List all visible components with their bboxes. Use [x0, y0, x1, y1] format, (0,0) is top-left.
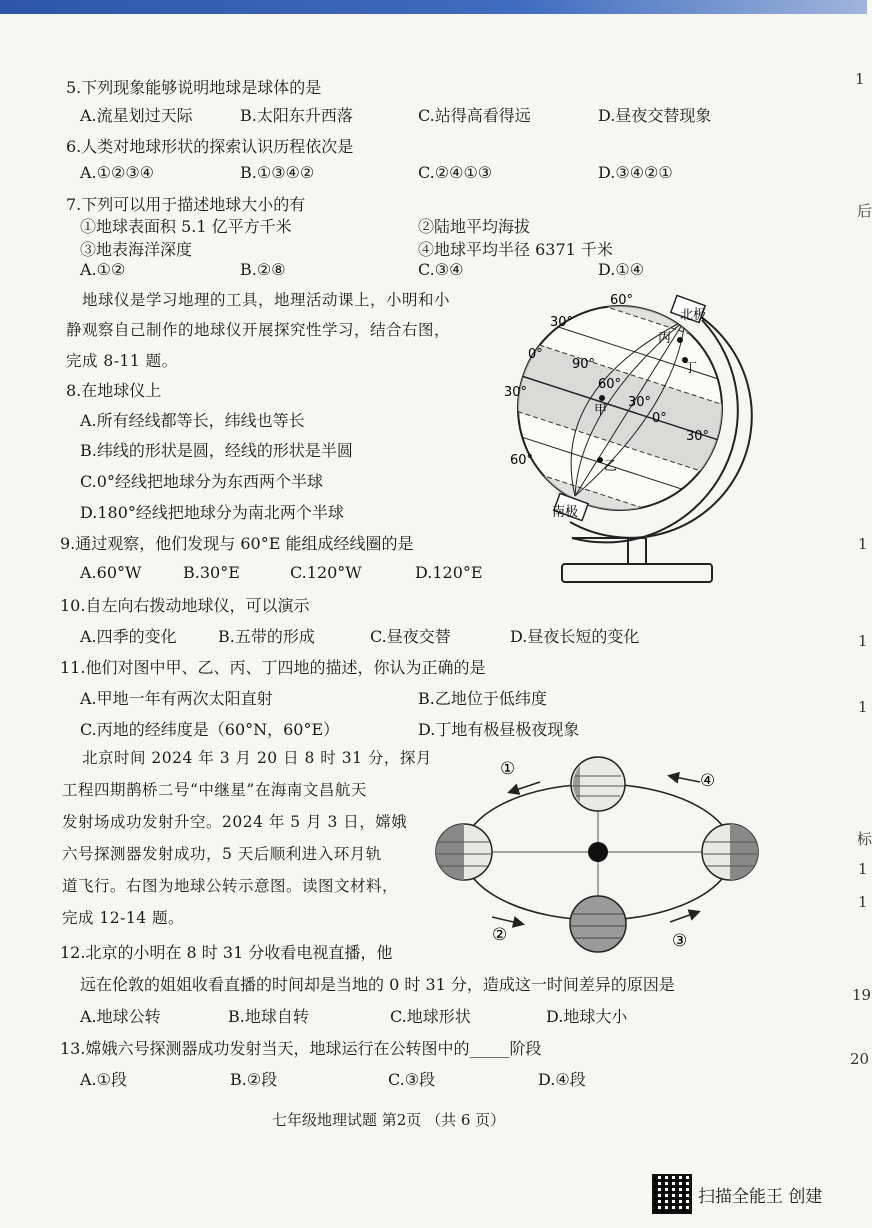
q8-option-c: C.0°经线把地球分为东西两个半球: [80, 472, 323, 491]
q10-option-c: C.昼夜交替: [370, 627, 451, 646]
margin-mark: 1: [858, 632, 868, 650]
q6-option-b: B.①③④②: [240, 163, 315, 182]
q10-stem: 10.自左向右拨动地球仪，可以演示: [60, 596, 310, 615]
orbit-segment-3-label: ③: [672, 931, 688, 951]
q5-option-d: D.昼夜交替现象: [598, 106, 712, 125]
passage2-line1: 北京时间 2024 年 3 月 20 日 8 时 31 分，探月: [82, 749, 432, 767]
page-footer: 七年级地理试题 第2页 （共 6 页）: [272, 1111, 506, 1129]
sun-icon: [588, 842, 608, 862]
south-pole-label: 南极: [552, 505, 579, 520]
globe-diagram: [490, 290, 730, 590]
q10-option-a: A.四季的变化: [80, 627, 177, 646]
margin-mark: 后: [857, 202, 872, 220]
q6-option-c: C.②④①③: [418, 163, 493, 182]
q13-option-d: D.④段: [538, 1070, 586, 1089]
point-bing-label: 丙: [658, 331, 672, 346]
globe-base: [562, 564, 712, 582]
margin-mark: 1: [855, 70, 865, 88]
q8-option-d: D.180°经线把地球分为南北两个半球: [80, 503, 344, 522]
lon-90-label: 90°: [572, 357, 596, 372]
passage2-line3: 发射场成功发射升空。2024 年 5 月 3 日，嫦娥: [62, 813, 408, 831]
q5-option-b: B.太阳东升西落: [240, 106, 353, 125]
north-pole-label: 北极: [680, 308, 707, 323]
scan-top-edge: [0, 0, 867, 14]
q7-item-3: ③地表海洋深度: [80, 240, 193, 259]
qr-code-icon: [652, 1174, 692, 1214]
q11-option-a: A.甲地一年有两次太阳直射: [80, 689, 273, 708]
margin-mark: 1: [858, 698, 868, 716]
q10-option-d: D.昼夜长短的变化: [510, 627, 640, 646]
orbit-segment-4-label: ④: [700, 771, 716, 791]
q11-stem: 11.他们对图中甲、乙、丙、丁四地的描述，你认为正确的是: [60, 658, 486, 677]
q12-option-b: B.地球自转: [228, 1007, 309, 1026]
margin-mark: 20: [850, 1050, 870, 1068]
lat-60-left-label: 60°: [510, 453, 534, 468]
passage1-line1: 地球仪是学习地理的工具，地理活动课上，小明和小: [82, 291, 451, 309]
margin-mark: 19: [852, 986, 872, 1004]
q13-stem: 13.嫦娥六号探测器成功发射当天，地球运行在公转图中的_____阶段: [60, 1039, 542, 1058]
lat-30-left-label: 30°: [504, 385, 528, 400]
earth-top: [571, 757, 625, 811]
q9-stem: 9.通过观察，他们发现与 60°E 能组成经线圈的是: [60, 534, 414, 553]
orbit-segment-2-label: ②: [492, 925, 508, 945]
point-jia-label: 甲: [594, 403, 608, 418]
q12-option-d: D.地球大小: [546, 1007, 628, 1026]
q5-stem: 5.下列现象能够说明地球是球体的是: [66, 78, 322, 97]
margin-mark: 1: [858, 860, 868, 878]
q9-option-d: D.120°E: [415, 563, 483, 582]
orbit-segment-1-label: ①: [500, 759, 516, 779]
lat-60-mid-label: 60°: [598, 377, 622, 392]
q7-stem: 7.下列可以用于描述地球大小的有: [66, 195, 306, 214]
passage2-line6: 完成 12-14 题。: [62, 909, 185, 927]
q7-option-b: B.②⑧: [240, 260, 286, 279]
lat-60-top-label: 60°: [610, 293, 634, 308]
q7-item-1: ①地球表面积 5.1 亿平方千米: [80, 217, 292, 236]
passage1-line2: 静观察自己制作的地球仪开展探究性学习，结合右图，: [66, 321, 451, 339]
camscanner-watermark: 扫描全能王 创建: [698, 1187, 823, 1207]
q13-option-c: C.③段: [388, 1070, 436, 1089]
q8-stem: 8.在地球仪上: [66, 381, 162, 400]
q6-option-a: A.①②③④: [80, 163, 155, 182]
q6-stem: 6.人类对地球形状的探索认识历程依次是: [66, 137, 354, 156]
q7-option-c: C.③④: [418, 260, 464, 279]
lat-30-right-label: 30°: [686, 429, 710, 444]
earth-bottom: [570, 896, 626, 952]
q8-option-b: B.纬线的形状是圆，经线的形状是半圆: [80, 441, 353, 460]
q9-option-b: B.30°E: [183, 563, 240, 582]
margin-mark: 标: [857, 830, 872, 848]
q9-option-c: C.120°W: [290, 563, 362, 582]
point-ding-label: 丁: [684, 361, 698, 376]
lat-30-mid-label: 30°: [628, 395, 652, 410]
q5-option-a: A.流星划过天际: [80, 106, 193, 125]
q6-option-d: D.③④②①: [598, 163, 673, 182]
q12-stem: 12.北京的小明在 8 时 31 分收看电视直播，他: [60, 943, 393, 962]
passage2-line4: 六号探测器发射成功，5 天后顺利进入环月轨: [62, 845, 382, 863]
earth-right: [702, 824, 758, 880]
q12-option-c: C.地球形状: [390, 1007, 471, 1026]
q7-option-a: A.①②: [80, 260, 126, 279]
q10-option-b: B.五带的形成: [218, 627, 315, 646]
globe-stand: [628, 538, 646, 564]
q12-option-a: A.地球公转: [80, 1007, 161, 1026]
margin-mark: 1: [858, 535, 868, 553]
q13-option-a: A.①段: [80, 1070, 127, 1089]
q11-option-c: C.丙地的经纬度是（60°N，60°E）: [80, 720, 340, 739]
lat-0-left-label: 0°: [528, 347, 543, 362]
passage2-line5: 道飞行。右图为地球公转示意图。读图文材料，: [62, 877, 399, 895]
q12-stem-continued: 远在伦敦的姐姐收看直播的时间却是当地的 0 时 31 分，造成这一时间差异的原因是: [80, 975, 675, 994]
passage1-line3: 完成 8-11 题。: [66, 352, 178, 370]
point-yi-label: 乙: [604, 459, 618, 474]
q5-option-c: C.站得高看得远: [418, 106, 531, 125]
q11-option-b: B.乙地位于低纬度: [418, 689, 547, 708]
q7-item-4: ④地球平均半径 6371 千米: [418, 240, 613, 259]
margin-mark: 1: [858, 893, 868, 911]
earth-left: [436, 824, 492, 880]
q13-option-b: B.②段: [230, 1070, 278, 1089]
lat-30-top-left-label: 30°: [550, 315, 574, 330]
lat-0-mid-label: 0°: [652, 411, 667, 426]
q7-item-2: ②陆地平均海拔: [418, 217, 531, 236]
q9-option-a: A.60°W: [80, 563, 142, 582]
earth-orbit-diagram: [430, 752, 770, 962]
q8-option-a: A.所有经线都等长，纬线也等长: [80, 411, 305, 430]
q11-option-d: D.丁地有极昼极夜现象: [418, 720, 580, 739]
passage2-line2: 工程四期鹊桥二号“中继星”在海南文昌航天: [62, 781, 367, 799]
q7-option-d: D.①④: [598, 260, 645, 279]
